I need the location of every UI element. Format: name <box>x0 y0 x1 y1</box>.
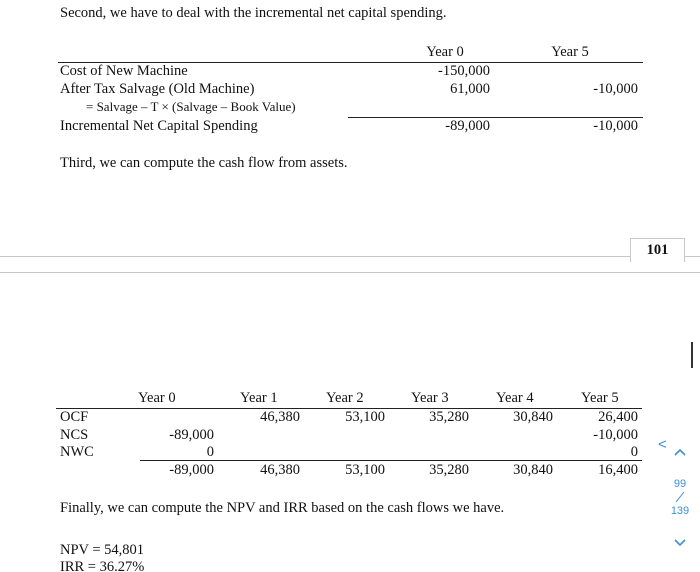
cfa-ocf-y4: 30,840 <box>513 409 553 425</box>
cfa-header-year1: Year 1 <box>240 390 278 406</box>
page-break-line-left <box>0 256 630 257</box>
cfa-ocf-y2: 53,100 <box>345 409 385 425</box>
third-text: Third, we can compute the cash flow from assets. <box>60 155 348 171</box>
scroll-down-button[interactable] <box>672 536 688 552</box>
cfa-header-year3: Year 3 <box>411 390 449 406</box>
page-number-box <box>630 238 685 262</box>
cfa-header-year4: Year 4 <box>496 390 534 406</box>
cfa-total-rule <box>140 460 642 461</box>
cfa-total-y3: 35,280 <box>429 462 469 478</box>
ncs-cost-y0: -150,000 <box>438 63 490 79</box>
ncs-label-formula: = Salvage – T × (Salvage – Book Value) <box>86 99 296 114</box>
ncs-total-y0: -89,000 <box>445 118 490 134</box>
chevron-up-icon <box>673 447 687 457</box>
cfa-label-ocf: OCF <box>60 409 89 425</box>
finally-text: Finally, we can compute the NPV and IRR based on the cash flows we have. <box>60 500 505 516</box>
chevron-down-icon <box>673 538 687 548</box>
text-cursor <box>691 342 693 368</box>
cfa-ocf-y5: 26,400 <box>598 409 638 425</box>
ncs-label-cost: Cost of New Machine <box>60 63 188 79</box>
cfa-ncs-y0: -89,000 <box>169 427 214 443</box>
cfa-label-ncs: NCS <box>60 427 89 443</box>
cfa-total-y5: 16,400 <box>598 462 638 478</box>
scroll-up-button[interactable] <box>672 445 688 461</box>
intro-text: Second, we have to deal with the incremental net capital spending. <box>60 5 447 21</box>
cfa-header-year0: Year 0 <box>138 390 176 406</box>
ncs-header-year0: Year 0 <box>426 44 464 60</box>
ncs-salvage-y5: -10,000 <box>593 81 638 97</box>
ncs-header-year5: Year 5 <box>551 44 589 60</box>
cfa-nwc-y0: 0 <box>206 444 214 460</box>
cfa-total-y4: 30,840 <box>513 462 553 478</box>
cfa-header-year2: Year 2 <box>326 390 364 406</box>
page-top-line <box>0 272 700 273</box>
chevron-left-icon: < <box>658 436 667 453</box>
ncs-salvage-y0: 61,000 <box>450 81 490 97</box>
page-number: 101 <box>646 242 669 258</box>
page-divider-icon <box>673 490 687 504</box>
total-pages: 139 <box>670 505 690 517</box>
ncs-total-y5: -10,000 <box>593 118 638 134</box>
ncs-label-total: Incremental Net Capital Spending <box>60 118 258 134</box>
prev-page-button[interactable] <box>658 436 668 453</box>
cfa-ocf-y3: 35,280 <box>429 409 469 425</box>
cfa-total-y0: -89,000 <box>169 462 214 478</box>
cfa-total-y2: 53,100 <box>345 462 385 478</box>
ncs-label-salvage: After Tax Salvage (Old Machine) <box>60 81 255 97</box>
current-page: 99 <box>673 478 687 490</box>
npv-line: NPV = 54,801 <box>60 542 145 558</box>
cfa-header-year5: Year 5 <box>581 390 619 406</box>
irr-line: IRR = 36.27% <box>60 559 145 572</box>
cfa-label-nwc: NWC <box>60 444 94 460</box>
cfa-nwc-y5: 0 <box>630 444 638 460</box>
cfa-total-y1: 46,380 <box>260 462 300 478</box>
cfa-ocf-y1: 46,380 <box>260 409 300 425</box>
cfa-ncs-y5: -10,000 <box>593 427 638 443</box>
page-break-line-right <box>685 256 700 257</box>
